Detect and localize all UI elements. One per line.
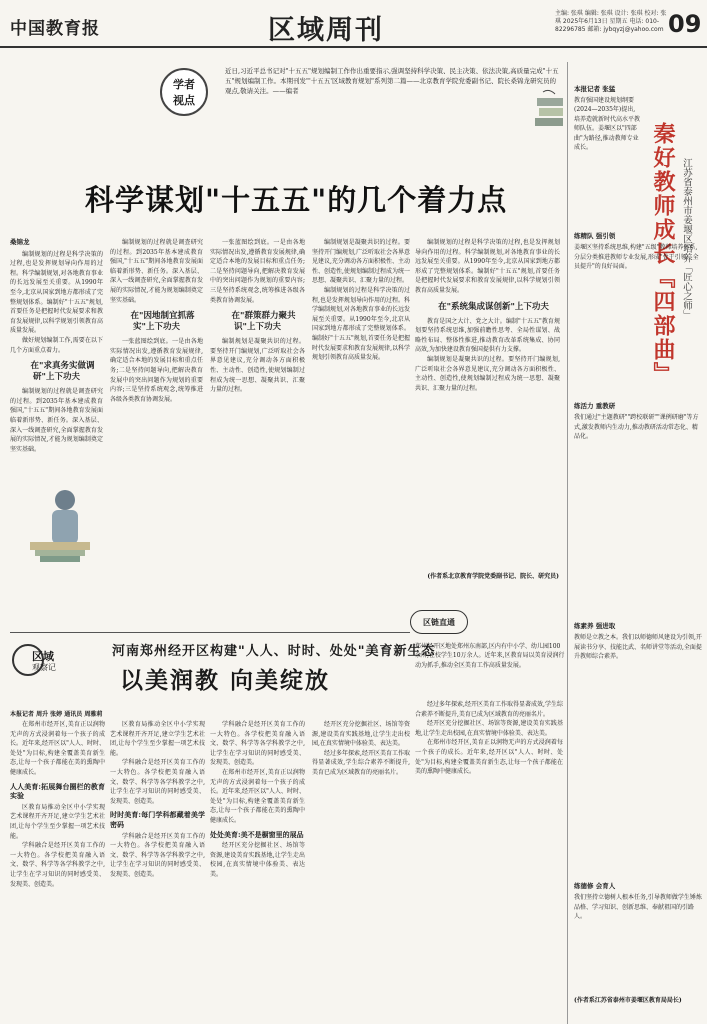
link-box-text: 郑州经开区地处郑州东南部,区内有中小学、幼儿园100余所,在校学生10万余人。近年来,区教育局以美育浸润行动为抓手,推动全区美育工作高质量发展。 (415, 643, 565, 669)
right-byline: 本报记者 张猛 (574, 85, 616, 93)
right-section-1 (574, 232, 702, 272)
second-col-4 (312, 720, 410, 778)
paragraph: 在郑州市经开区,美育正以润物无声的方式浸润着每一个孩子的成长。近年来,经开区以"人人、时时、处处"为目标,构建全覆盖美育新生态,让每一个孩子都能在美的熏陶中健康成长。 (415, 739, 563, 776)
paragraph: 一张蓝图绘到底。一是由各地实际情况出发,遵循教育发展规律,确定适合本地的发展目标和重点任务;二是坚持问题导向,把解决教育发展中的突出问题作为规划的重要内容;三是坚持系统观念,统筹推进各级各类教育协调发展。 (110, 338, 203, 403)
article-col-5 (415, 238, 560, 393)
subhead-local: 在"因地制宜抓落实"上下功夫 (130, 311, 195, 333)
right-headline: 秦好教师成长『四部曲』 (650, 122, 676, 386)
region-observation-badge (12, 640, 72, 680)
paragraph: 教育是国之大计、党之大计。编制"十五五"教育规划要坚持系统思维,加强前瞻性思考、全局性谋划、战略性布局、整体性推进,推动教育改革系统集成、协同高效,为加快建设教育强国提供有力支撑。 (415, 317, 560, 354)
section-title: 区域周刊 (268, 15, 384, 46)
paragraph: 经开区充分挖掘社区、场馆等资源,建设美育实践基地,让学生走出校园,在真实情境中体验美、表达美。 (312, 721, 410, 748)
paragraph: 编制规划是凝聚共识的过程。要坚持开门编规划,广泛听取社会各界意见建议,充分调动各方面积极性、主动性、创造性,使规划编制过程成为统一思想、凝聚共识、汇聚力量的过程。 (312, 239, 410, 285)
subhead-everyone: 人人美育:拓展舞台圈栏的教育实验 (10, 781, 105, 801)
paragraph: 编制规划的过程就是调查研究的过程。到2035年基本建成教育强国,"十五五"期间各地教育发展面临着新形势、新任务。深入基层、深入一线调查研究,全面掌握教育发展的实际情况,才能为规划编制奠定坚实基础。 (110, 239, 203, 304)
second-col-5 (415, 700, 563, 777)
right-subheadline: 江苏省泰州市姜堰区培养「匠心之师」 (681, 158, 692, 320)
paragraph: 学科融合是经开区美育工作的一大特色。各学校把美育融入语文、数学、科学等各学科教学之中,让学生在学习知识的同时感受美、发现美、创造美。 (110, 759, 205, 805)
section-divider (10, 632, 410, 633)
paragraph: 经过多年探索,经开区美育工作取得显著成效,学生综合素养不断提升,美育已成为区域教育的亮丽名片。 (312, 749, 410, 776)
paragraph: 编制规划的过程是科学决策的过程,也是发挥规划导向作用的过程。科学编制规划,对各地教育事业的长远发展至关重要。从1990年至今,北京从国家到地方都形成了完整规划体系。编制好"十五五"规划,首要任务是把握时代发展要求和教育发展规律,以科学规划引领教育高质量发展。 (415, 239, 560, 294)
right-column (567, 62, 707, 1024)
article-col-2 (110, 238, 203, 404)
second-col-2 (110, 720, 205, 880)
badge-tag-1: 区域 (32, 650, 54, 663)
subhead-innovation: 在"系统集成谋创新"上下功夫 (438, 301, 549, 312)
right-section-body: 教师是立教之本。我们以师德师风建设为引领,开展读书分享、技能比武、名师讲堂等活动,全面提升教师综合素养。 (574, 634, 702, 661)
second-col-3 (210, 720, 305, 880)
paragraph: 编制规划的过程是科学决策的过程,也是发挥规划导向作用的过程。科学编制规划,对各地教育事业的长远发展至关重要。从1990年至今,北京从国家到地方都形成了完整规划体系。编制好"十五五"规划,首要任务是把握时代发展要求和教育发展规律,以科学规划引领教育高质量发展。 (312, 286, 410, 362)
subhead-consensus: 在"群策群力聚共识"上下功夫 (231, 311, 296, 333)
second-col-1 (10, 720, 105, 889)
page-number: 09 (668, 10, 702, 38)
scholar-view-badge (160, 68, 208, 116)
paragraph: 编制规划的过程就是调查研究的过程。到2035年基本建成教育强国,"十五五"期间各地教育发展面临着新形势、新任务。深入基层、深入一线调查研究,全面掌握教育发展的实际情况,才能为规划编制奠定坚实基础。 (10, 388, 103, 453)
right-section-title: 练活力 重教研 (574, 402, 616, 410)
right-section-4 (574, 882, 702, 922)
reading-student-illustration-icon (10, 470, 100, 580)
article-author-note: (作者系北京教育学院党委副书记、院长、研究员) (427, 573, 559, 580)
right-section-body: 姜堰区坚持系统思维,构建"五级"教师培养体系,分层分类推进教师专业发展,形成"骨干引领、全员提升"的良好局面。 (574, 244, 699, 271)
right-section-title: 练精队 强引领 (574, 232, 616, 240)
badge-tag-2: 观察记 (32, 663, 56, 672)
second-headline: 以美润教 向美绽放 (120, 667, 331, 694)
paragraph: 在郑州市经开区,美育正以润物无声的方式浸润着每一个孩子的成长。近年来,经开区以"人人、时时、处处"为目标,构建全覆盖美育新生态,让每一个孩子都能在美的熏陶中健康成长。 (210, 768, 305, 824)
badge-line-1: 学者 (173, 78, 195, 91)
books-illustration-icon (535, 88, 567, 148)
paragraph: 编制规划的过程是科学决策的过程,也是发挥规划导向作用的过程。科学编制规划,对各地教育事业的长远发展至关重要。从1990年至今,北京从国家到地方都形成了完整规划体系。编制好"十五五"规划,首要任务是把握时代发展要求和教育发展规律,以科学规划引领教育高质量发展。 (10, 250, 103, 335)
paragraph: 区教育局推动全区中小学实现艺术课程开齐开足,建立学生艺术社团,让每个学生至少掌握一项艺术技能。 (110, 721, 205, 757)
masthead (0, 0, 707, 48)
paragraph: 编制规划是凝聚共识的过程。要坚持开门编规划,广泛听取社会各界意见建议,充分调动各方面积极性、主动性、创造性,使规划编制过程成为统一思想、凝聚共识、汇聚力量的过程。 (415, 355, 560, 392)
link-box-title: 区链直通 (410, 610, 468, 634)
right-lead: 教育强国建设规划纲要(2024—2035年)提出,培养造就新时代高水平教师队伍。姜堰区以"四部曲"为路径,推动教师专业成长。 (574, 97, 641, 152)
paragraph: 在郑州市经开区,美育正以润物无声的方式浸润着每一个孩子的成长。近年来,经开区以"人人、时时、处处"为目标,构建全覆盖美育新生态,让每一个孩子都能在美的熏陶中健康成长。 (10, 721, 105, 776)
right-section-body: 我们通过"主题教研""跨校联研""课例研磨"等方式,激发教师内生动力,推动教研活动常态化、精品化。 (574, 414, 699, 441)
right-author-note: (作者系江苏省泰州市姜堰区教育局局长) (574, 997, 682, 1004)
paragraph: 经开区充分挖掘社区、场馆等资源,建设美育实践基地,让学生走出校园,在真实情境中体验美、表达美。 (415, 720, 563, 737)
subhead-everywhere: 处处美育:美不是橱窗里的展品 (210, 829, 304, 839)
second-byline: 本报记者 周升 张婷 通讯员 周雅莉 (10, 711, 103, 718)
subhead-anytime: 时时美育:每门学科都藏着美学密码 (110, 810, 205, 829)
paragraph: 经开区充分挖掘社区、场馆等资源,建设美育实践基地,让学生走出校园,在真实情境中体验美、表达美。 (210, 842, 305, 878)
badge-line-2: 视点 (173, 94, 195, 107)
paragraph: 学科融合是经开区美育工作的一大特色。各学校把美育融入语文、数学、科学等各学科教学之中,让学生在学习知识的同时感受美、发现美、创造美。 (210, 721, 305, 767)
right-section-2 (574, 402, 702, 442)
paragraph: 做好规划编制工作,需要在以下几个方面重点着力。 (10, 336, 103, 354)
right-section-title: 练素养 强进取 (574, 622, 616, 630)
author: 桑锦龙 (10, 238, 30, 246)
editor-intro: 近日,习近平总书记对"十五五"规划编制工作作出重要指示,强调坚持科学决策、民主决策、依法决策,高质量完成"十五五"规划编制工作。本期刊发"'十五五'区域教育规划"系列第二篇——北京教育学院党委副书记、院长桑锦龙研究员的观点,敬请关注。——编者 (225, 67, 559, 95)
article-col-4 (312, 238, 410, 363)
paragraph: 学科融合是经开区美育工作的一大特色。各学校把美育融入语文、数学、科学等各学科教学之中,让学生在学习知识的同时感受美、发现美、创造美。 (10, 842, 105, 888)
right-section-body: 我们坚持立德树人根本任务,引导教师做学生锤炼品格、学习知识、创新思维、奉献祖国的引路人。 (574, 894, 702, 921)
main-headline: 科学谋划"十五五"的几个着力点 (85, 183, 508, 217)
subhead-research: 在"求真务实做调研"上下功夫 (30, 361, 95, 383)
right-section-3 (574, 622, 702, 662)
paragraph: 编制规划是凝聚共识的过程。要坚持开门编规划,广泛听取社会各界意见建议,充分调动各方面积极性、主动性、创造性,使规划编制过程成为统一思想、凝聚共识、汇聚力量的过程。 (210, 338, 305, 394)
paragraph: 经过多年探索,经开区美育工作取得显著成效,学生综合素养不断提升,美育已成为区域教育的亮丽名片。 (415, 701, 563, 718)
article-col-3 (210, 238, 305, 395)
paragraph: 学科融合是经开区美育工作的一大特色。各学校把美育融入语文、数学、科学等各学科教学之中,让学生在学习知识的同时感受美、发现美、创造美。 (110, 832, 205, 878)
paper-name: 中国教育报 (10, 19, 100, 39)
paragraph: 一张蓝图绘到底。一是由各地实际情况出发,遵循教育发展规律,确定适合本地的发展目标和重点任务;二是坚持问题导向,把解决教育发展中的突出问题作为规划的重要内容;三是坚持系统观念,统筹推进各级各类教育协调发展。 (210, 239, 305, 304)
paragraph: 区教育局推动全区中小学实现艺术课程开齐开足,建立学生艺术社团,让每个学生至少掌握一项艺术技能。 (10, 803, 105, 840)
second-headline-kicker: 河南郑州经开区构建"人人、时时、处处"美育新生态 (112, 644, 436, 659)
issue-info: 主编: 张琪 编辑: 张琪 设计: 张琪 校对: 张琪 2025年6月13日 星期五 电话: 010-82296785 邮箱: jybqyzj@yahoo.com (555, 10, 667, 33)
article-col-1 (10, 238, 103, 454)
right-section-title: 练德修 会育人 (574, 882, 616, 890)
